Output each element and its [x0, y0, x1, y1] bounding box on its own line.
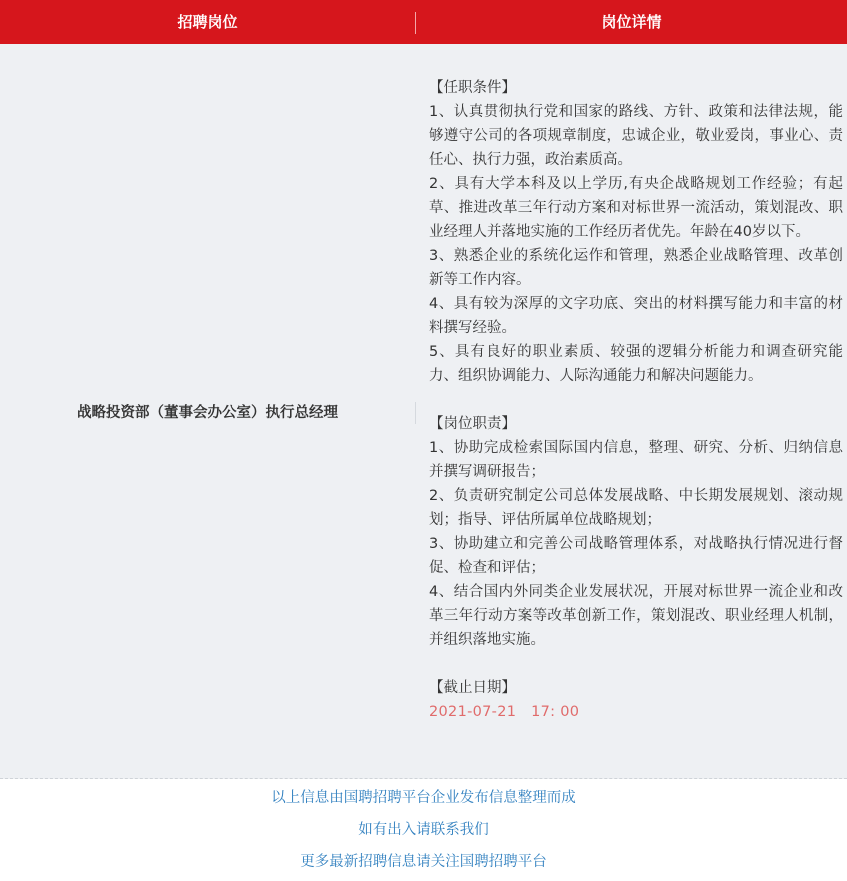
- requirement-item: 5、具有良好的职业素质、较强的逻辑分析能力和调查研究能力、组织协调能力、人际沟通能力和解决问题能力。: [429, 344, 843, 384]
- footer-source-note: 以上信息由国聘招聘平台企业发布信息整理而成: [271, 790, 576, 806]
- footer-follow-link[interactable]: 更多最新招聘信息请关注国聘招聘平台: [300, 854, 547, 870]
- requirement-item: 2、具有大学本科及以上学历,有央企战略规划工作经验；有起草、推进改革三年行动方案和对标世界一流活动，策划混改、职业经理人并落地实施的工作经历者优先。年龄在40岁以下。: [429, 176, 843, 240]
- footer: [0, 779, 847, 875]
- deadline-heading: 【截止日期】: [429, 680, 516, 696]
- table-header: [0, 0, 847, 44]
- deadline-value: 2021-07-21 17: 00: [429, 704, 580, 720]
- duties-heading: 【岗位职责】: [429, 416, 516, 432]
- column-divider: [415, 402, 416, 424]
- duty-item: 4、结合国内外同类企业发展状况，开展对标世界一流企业和改革三年行动方案等改革创新工作，策划混改、职业经理人机制，并组织落地实施。: [429, 584, 843, 648]
- duty-item: 2、负责研究制定公司总体发展战略、中长期发展规划、滚动规划；指导、评估所属单位战略规划；: [429, 488, 843, 528]
- section-spacer: [429, 388, 843, 412]
- requirement-item: 4、具有较为深厚的文字功底、突出的材料撰写能力和丰富的材料撰写经验。: [429, 296, 843, 336]
- section-spacer: [429, 652, 843, 676]
- duty-item: 3、协助建立和完善公司战略管理体系，对战略执行情况进行督促、检查和评估；: [429, 536, 843, 576]
- table-row: [0, 44, 847, 779]
- requirement-item: 3、熟悉企业的系统化运作和管理，熟悉企业战略管理、改革创新等工作内容。: [429, 248, 843, 288]
- job-title: 战略投资部（董事会办公室）执行总经理: [77, 404, 338, 421]
- job-details: [429, 76, 843, 724]
- requirements-heading: 【任职条件】: [429, 80, 516, 96]
- column-header-position: 招聘岗位: [177, 13, 238, 31]
- column-header-details: 岗位详情: [601, 13, 662, 31]
- requirement-item: 1、认真贯彻执行党和国家的路线、方针、政策和法律法规，能够遵守公司的各项规章制度，忠诚企业，敬业爱岗，事业心、责任心、执行力强，政治素质高。: [429, 104, 843, 168]
- footer-contact-link[interactable]: 如有出入请联系我们: [358, 822, 489, 838]
- duty-item: 1、协助完成检索国际国内信息，整理、研究、分析、归纳信息并撰写调研报告；: [429, 440, 843, 480]
